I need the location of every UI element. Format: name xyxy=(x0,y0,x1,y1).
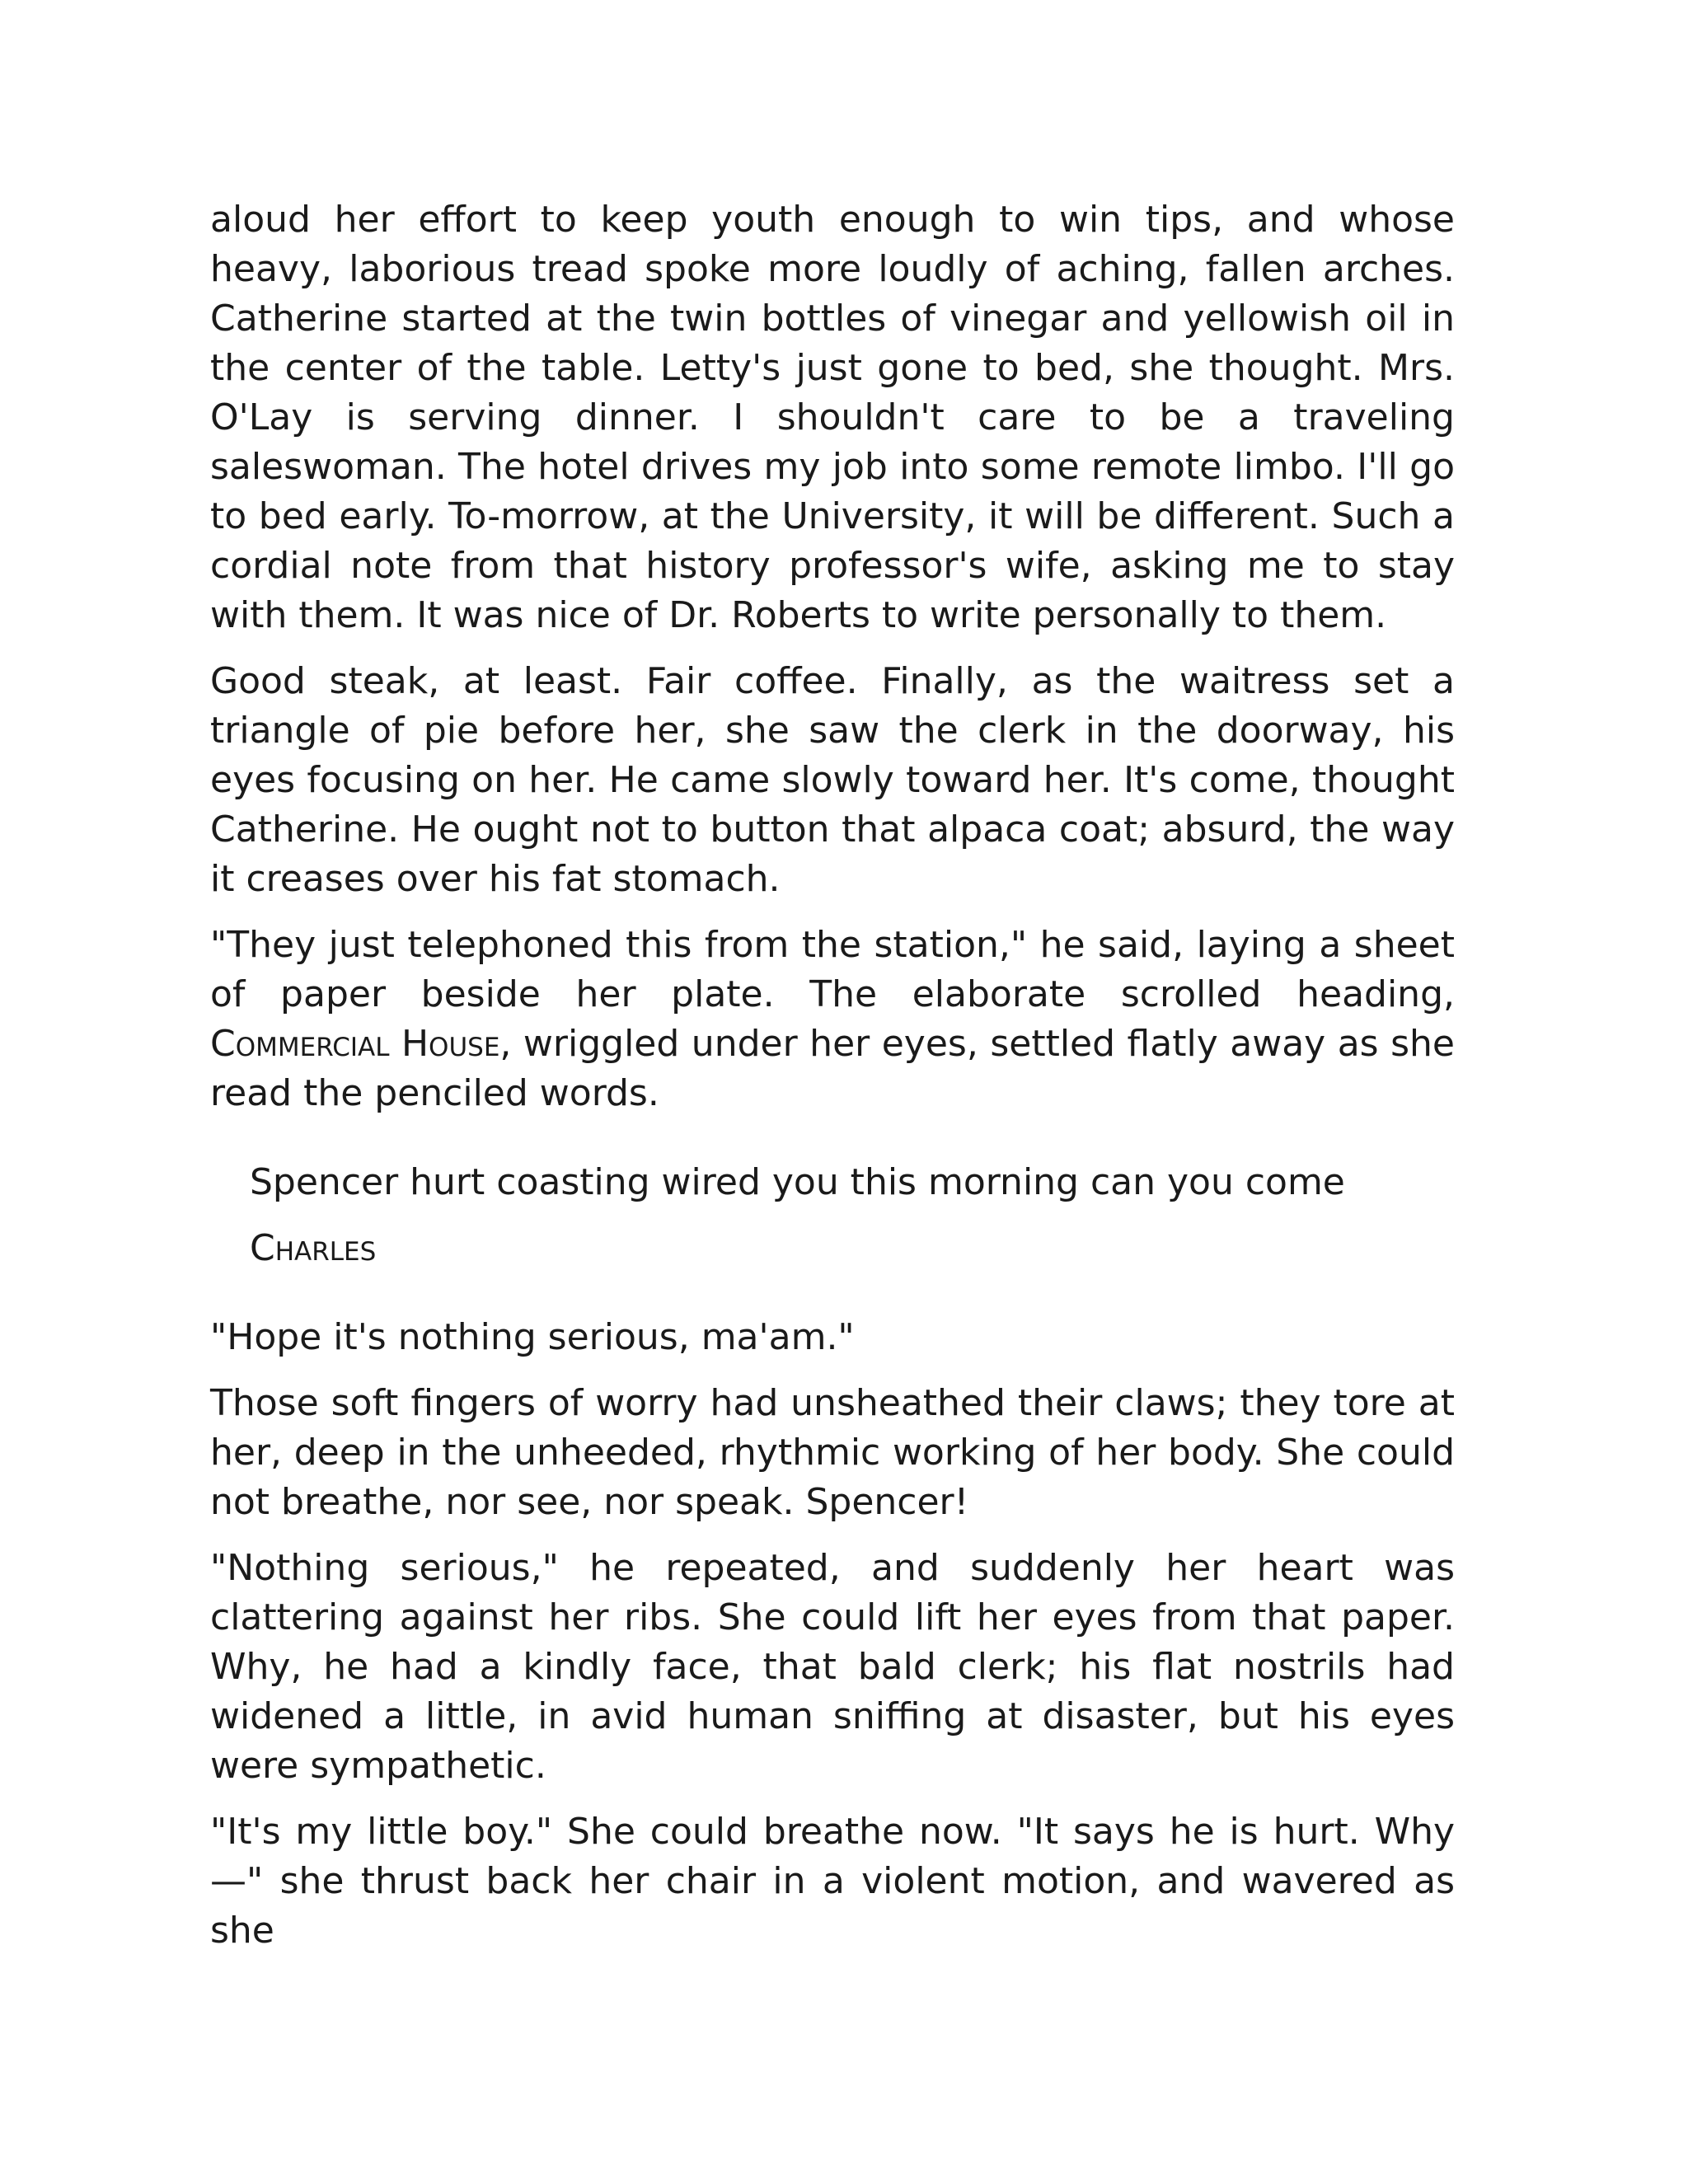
hotel-name: Commercial House xyxy=(210,1023,500,1065)
paragraph-3-text-after: , wriggled under her eyes, settled flatly away as she read the penciled words. xyxy=(210,1023,1455,1114)
paragraph-4: "Hope it's nothing serious, ma'am." xyxy=(210,1316,855,1358)
paragraph-3 xyxy=(210,921,1455,1118)
telegram-message: Spencer hurt coasting wired you this morning can you come xyxy=(250,1161,1345,1203)
telegram xyxy=(250,1158,1455,1273)
paragraph-7: "It's my little boy." She could breathe now. "It says he is hurt. Why—" she thrust back her chair in a violent motion, and wavered as she xyxy=(210,1811,1455,1952)
page-text xyxy=(210,195,1455,1956)
telegram-signature: Charles xyxy=(250,1227,377,1269)
paragraph-3-text-before: "They just telephoned this from the station," he said, laying a sheet of paper beside her plate. The elaborate scrolled heading, xyxy=(210,924,1455,1015)
paragraph-6: "Nothing serious," he repeated, and suddenly her heart was clattering against her ribs. She could lift her eyes from that paper. Why, he had a kindly face, that bald clerk; his flat nostrils had widened a little, in avid human sniffing at disaster, but his eyes were sympathetic. xyxy=(210,1547,1455,1787)
paragraph-5: Those soft fingers of worry had unsheathed their claws; they tore at her, deep in the unheeded, rhythmic working of her body. She could not breathe, nor see, nor speak. Spencer! xyxy=(210,1382,1455,1523)
paragraph-2: Good steak, at least. Fair coffee. Finally, as the waitress set a triangle of pie before her, she saw the clerk in the doorway, his eyes focusing on her. He came slowly toward her. It's come, thought Catherine. He ought not to button that alpaca coat; absurd, the way it creases over his fat stomach. xyxy=(210,660,1455,900)
paragraph-1: aloud her effort to keep youth enough to win tips, and whose heavy, laborious tread spoke more loudly of aching, fallen arches. Catherine started at the twin bottles of vinegar and yellowish oil in the center of the table. Letty's just gone to bed, she thought. Mrs. O'Lay is serving dinner. I shouldn't care to be a traveling saleswoman. The hotel drives my job into some remote limbo. I'll go to bed early. To-morrow, at the University, it will be different. Such a cordial note from that history professor's wife, asking me to stay with them. It was nice of Dr. Roberts to write personally to them. xyxy=(210,199,1455,636)
